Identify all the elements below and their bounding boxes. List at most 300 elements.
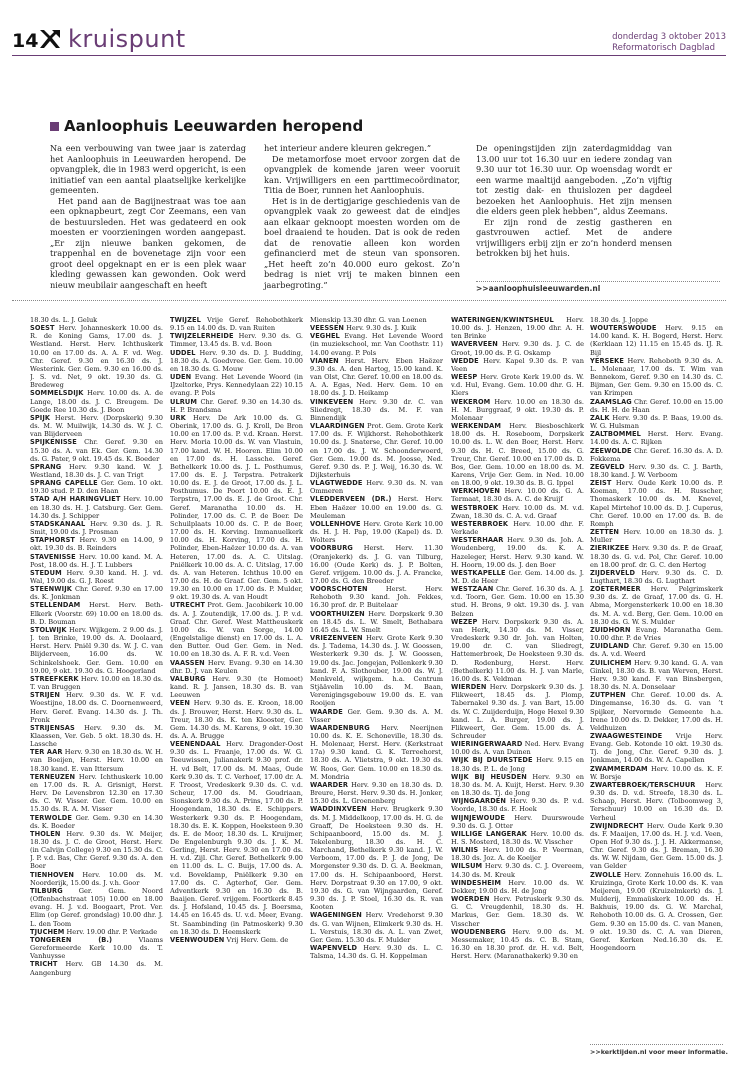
listing-place: ZWOLLE	[590, 870, 622, 879]
listing-entry	[451, 618, 584, 683]
listing-place: ZETTEN	[590, 528, 620, 537]
listing-times: Chr. Geref. 10.00 ds. A. Dingemanse, 16.30 ds. G. van ’t Spijker, Nervormde Gemeente h.a. Irene 10.00 ds. D. Dekker, 17.00 ds. H. Veldhuizen	[590, 691, 723, 732]
listing-entry	[590, 871, 723, 953]
listings-column-4	[451, 316, 584, 1056]
listing-times: Herv. Rehoboth 9.30 ds. A. L. Molenaar, 17.00 ds. T. Wim van Bennekom, Geref. 9.30 en 14.30 ds. C. Bijman, Ger. Gem. 9.30 en 15.00 ds. C. van Krimpen	[590, 356, 723, 398]
listing-times: Herv. 9.30 en 14.00, 9 okt. 19.30 ds. B. Reinders	[30, 536, 163, 553]
listing-entry	[590, 626, 723, 642]
listing-times: Herv. 9.30 ds. C. D. Lugthart, 18.30 ds. G. Lugthart	[590, 568, 723, 585]
article-column-2	[264, 143, 460, 290]
publication-name: Reformatorisch Dagblad	[612, 43, 715, 53]
article-paragraph: Er zijn rond de zestig gastheren en gastvrouwen actief. Met de andere vrijwilligers erbij zijn er zo’n honderd mensen betrokken bij het huis.	[476, 216, 672, 258]
listing-place: WEZEP	[451, 617, 478, 626]
listing-times: Herv. Grote Kerk 19.00 ds. W. v.d. Hul, Evang. Gem. 10.00 dhr. G. H. Kiers	[451, 373, 584, 398]
listing-place: TILBURG	[30, 886, 63, 895]
listing-entry	[310, 357, 443, 398]
listing-place: STREEFKERK	[30, 674, 79, 683]
listing-place: WESTBROEK	[451, 503, 499, 512]
listing-entry	[30, 438, 163, 462]
listing-entry	[590, 479, 723, 528]
listing-entry	[310, 724, 443, 781]
listing-times: Chr. Geref. 16.30 ds. A. D. Fokkema	[590, 446, 723, 463]
listing-place: VLAGTWEDDE	[310, 479, 363, 488]
listing-entry	[310, 634, 443, 707]
listing-times: Herv. Wijkgem. 2 9.00 ds. J. J. ten Brinke, 19.00 ds. A. Doolaard, Herst. Herv. Pniël 9.30 ds. W. J. C. van Blijderveen, 16.00 ds. W. Schinkelshoek. Ger. Gem. 10.00 en 19.00, 9 okt. 19.30 ds. G. Hoogerland	[30, 625, 163, 675]
listing-place: WIERDEN	[451, 683, 487, 692]
listing-times: Herst. Herv. (Dorpskerk) 9.30 ds. M. W. Muilwijk, 14.30 ds. W. J. C. van Blijderveen	[30, 413, 163, 439]
listing-entry	[451, 585, 584, 618]
listing-place: TJUCHEM	[30, 927, 65, 936]
listing-place: VLEDDERVEEN (DR.)	[310, 495, 392, 504]
listing-entry	[310, 585, 443, 609]
listing-entry	[451, 756, 584, 772]
listing-entry	[30, 960, 163, 976]
listing-entry	[310, 805, 443, 911]
listing-place: WAARDE	[310, 707, 343, 716]
listing-entry	[590, 414, 723, 430]
listing-times: Herv. 9.30 ds. J. C. de Groot, 19.00 ds. P. G. Oskamp	[451, 340, 584, 357]
listing-times: Herv. De Ark 10.00 ds. G. Oberink, 17.00 ds. G. J. Kroll, De Bron 10.00 en 17.00 ds. P. v.d. Kraan. Herst. Herv. Moria 10.00 ds. W. van Vlastuin, 17.00 kand. W. H. Hooren. Elim 10.00 en 17.00 ds. H. Lassche. Geref. Bethelkerk 10.00 ds. J. L. Posthumus, 17.00 ds. E. J. Terpstra. Petrakerk 10.00 ds. E. J. de Groot, 17.00 ds. J. L. Posthumus. De Poort 10.00 ds. E. J. Terpstra, 17.00 ds. E. J. de Groot. Chr. Geref. Maranatha 10.00 ds. H. Polinder, 17.00 ds. C. P. de Boer. De Schuilplaats 10.00 ds. C. P. de Boer, 17.00 ds. H. Korving. Immanuelkerk 10.00 ds. H. Korving, 17.00 ds. H. Polinder, Eben-Haëzer 10.00 ds. A. van Heteren, 17.00 ds. A. C. Uitslag. Pniëlkerk 10.00 ds. A. C. Uitslag, 17.00 ds. A. van Heteren. Ichthus 10.00 en 17.00 ds. H. de Graaf. Ger. Gem. 5 okt. 19.30 en 10.00 en 17.00 ds. P. Mulder, 9 okt. 19.30 ds. A. van Houdt	[170, 413, 303, 602]
listing-entry	[170, 699, 303, 740]
listing-place: ZEIST	[590, 479, 612, 488]
listing-times: Herst. Herv. Rehoboth 9.30 kand. Joh. Fekkes, 16.30 prof. dr. P. Buitelaar	[310, 585, 443, 610]
dateline	[612, 32, 726, 54]
listing-times: Evang. Het Levende Woord (in IJzeltorke, Prys. Kennedylaan 22) 10.15 evang. P. Pols	[170, 373, 303, 398]
article-link[interactable]: >>aanloophuisleeuwarden.nl	[476, 284, 601, 293]
listing-times: Herv. 9.30 ds. C. J. Overeem, 14.30 ds. M. Kreuk	[451, 862, 584, 879]
listing-times: Herv. Dorpskerk 9.30 en 18.45 ds. L. W. Smelt, Bethabara 16.45 ds. L. W. Smelt	[310, 609, 443, 634]
listing-entry	[451, 879, 584, 895]
listing-entry	[451, 814, 584, 830]
listing-place: ZWIJNDRECHT	[590, 821, 644, 830]
listing-times: Herv. 9.30 ds. P. v.d. Voorde, 18.30 ds. F. Hoek	[451, 797, 584, 814]
listing-entry	[451, 373, 584, 397]
listing-place: VINKEVEEN	[310, 397, 354, 406]
listing-entry	[451, 773, 584, 797]
listing-place: SOMMELSDIJK	[30, 389, 84, 398]
listing-entry	[590, 659, 723, 692]
listing-place: TERWOLDE	[30, 813, 72, 822]
listing-place: ZIERIKZEE	[590, 544, 630, 553]
listing-entry	[310, 610, 443, 634]
listing-entry	[30, 569, 163, 585]
listing-times: Herv. Duurswoude 9.30 ds. G. J. Otter	[451, 813, 584, 830]
listing-entry	[310, 708, 443, 724]
article-column-1	[50, 143, 246, 290]
listing-place: UDEN	[170, 373, 192, 382]
listing-entry	[590, 316, 723, 324]
listing-times: Herv. 9.30 ds. P. Baas, 19.00 ds. W. G. Hulsman	[590, 413, 723, 431]
footer-link[interactable]: >>kerktijden.nl voor meer informatie.	[590, 1048, 728, 1056]
listing-place: SPRANG	[30, 462, 62, 471]
listing-times: Herv. Biesboschkerk 18.00 ds. H. Roseboom, Dorpskerk 10.00 ds. L. W. den Boer, Herst. Herv. 9.30 ds. H. C. Breed, 15.00 ds. G. Treur, Chr. Geref. 10.00 en 17.00 ds. D. Bos, Ger. Gem. 10.00 en 18.00 ds. M. Karens, Vrije Ger. Gem. in Ned. 10.00 en 18.00, 9 okt. 19.30 ds. B. G. Ippel	[451, 422, 584, 488]
listing-entry	[310, 544, 443, 585]
listing-times: Herv. 9.30 en 18.30 ds. M. A. Kuijt, Herst. Herv. 9.30 en 18.30 ds. Tj. de Jong	[451, 772, 584, 798]
listing-entry	[30, 479, 163, 495]
listing-times: Ger. Gem. Noord (Offenbachstraat 105) 10.00 en 18.00 evang. H. J. v.d. Boogaart, Prot. Ver. Elim (op Geref. grondslag) 10.00 dhr. J. L. den Toom	[30, 886, 163, 928]
listing-entry	[30, 601, 163, 625]
listing-entry	[310, 479, 443, 495]
listing-times: 18.30 ds. L. J. Geluk	[30, 316, 98, 324]
article-column-3	[476, 143, 672, 259]
listing-times: Herv. 10.00 ds. P. Veerman, 18.30 ds. Joz. A. de Koeijer	[451, 846, 584, 863]
listing-times: Herst. Herv. Beth-Elkerk (Voorstr. 69) 10.00 en 18.00 ds. B. D. Bouman	[30, 601, 163, 626]
listing-entry	[310, 324, 443, 332]
listing-times: Herst. Herv. 11.30 (Oranjekerk) ds. J. G. van Tilburg, 16.00 (Oude Kerk) ds. J. P. Bolten, Geref. vrijgem. 10.00 ds. J. A. Francke, 17.00 ds. G. den Breeder	[310, 544, 443, 585]
listing-entry	[451, 422, 584, 487]
listing-entry	[451, 569, 584, 585]
listing-place: TER AAR	[30, 748, 63, 757]
listing-place: VEENENDAAL	[170, 740, 221, 749]
listing-times: Herv. GB 14.30 ds. M. Aangenburg	[30, 960, 163, 977]
listing-times: Herv. Johanneskerk 10.00 ds. R. de Koning Gams, 17.00 ds. J. Westland. Herst. Herv. Ichthuskerk 10.00 en 17.00 ds. A. A. F. vd. Weg. Chr. Geref. 9.30 en 16.30 ds. J. Westerink. Ger. Gem. 9.30 en 16.00 ds. J. S. vd. Net, 9 okt. 19.30 ds. G. Bredeweg	[30, 324, 163, 390]
section-divider	[12, 300, 726, 301]
listing-times: Herv. 9.30 en 18.30 ds. D. Breure, Herst. Herv. 9.30 ds. H. Jonker, 15.30 ds. L. Groenenberg	[310, 780, 443, 806]
article-paragraph: Het is in de dertigjarige geschiedenis van de opvangplek vaak zo geweest dat de eindjes aan elkaar geknoopt moesten worden om de boel draaiend te houden. Dat is ook de reden dat de renovatie alleen kon worden gefinancierd met de steun van sponsoren. „Het heeft zo’n 40.000 euro gekost. Zo’n bedrag is niet vrij te maken binnen een jaarbegroting.”	[264, 195, 460, 290]
listing-place: ZUTPHEN	[590, 691, 626, 700]
article-headline: Aanloophuis Leeuwarden heropend	[64, 117, 364, 135]
listing-place: STEDUM	[30, 568, 62, 577]
listing-times: Herv. Neerijnen 10.00 ds. K. E. Schoneville, 18.30 ds. H. Molenaar, Herst. Herv. (Kerkstraat 17a) 9.30 kand. G. K. Terreehorst, 18.30 ds. A. Vlietstra, 9 okt. 19.30 ds. W. Roos, Ger. Gem. 10.00 en 18.30 ds. M. Mondria	[310, 723, 443, 781]
listing-place: ZALK	[590, 413, 610, 422]
listing-times: Chr. Geref. 9.30 en 15.00 ds. A. v.d. Weerd	[590, 642, 723, 659]
listing-times: Herv. 9.30 ds. E. Kroon, 18.00 ds. J. Brouwer, Herst. Herv. 9.30 ds. L. Treur, 18.30 ds. K. ten Klooster, Ger. Gem. 14.30 ds. M. Karens, 9 okt. 19.30 ds. A. A. Brugge	[170, 699, 303, 740]
listing-times: Herv. 10.00 kand. M. A. Post, 18.00 ds. H. J. T. Lubbers	[30, 552, 163, 569]
listing-times: Herv. Kapel 9.30 ds. P. van Veen	[451, 356, 584, 373]
listing-entry	[170, 936, 303, 944]
listing-place: WILNIS	[451, 846, 479, 855]
listing-entry	[30, 463, 163, 479]
listing-entry	[451, 520, 584, 536]
listing-entry	[30, 928, 163, 936]
article-paragraph: De metamorfose moet ervoor zorgen dat de opvangplek de komende jaren weer vooruit kan. Vrijwilligers en een parttimecoördinator, Titia de Boer, runnen het Aanloophuis.	[264, 153, 460, 195]
listing-times: Herv. 9.30 ds. W. Meijer, 18.30 ds. J. C. de Groot, Herst. Herv. (in Calvijn College) 9.30 en 15.30 ds. C. J. P. v.d. Bas, Chr. Geref. 9.30 ds. A. den Boer	[30, 829, 163, 871]
listing-place: ZEEWOLDE	[590, 446, 632, 455]
listing-place: STAPHORST	[30, 536, 76, 545]
listing-entry	[310, 422, 443, 479]
listing-entry	[451, 683, 584, 740]
listing-place: STEENWIJK	[30, 585, 72, 594]
listing-place: WAGENINGEN	[310, 911, 362, 920]
listing-times: Herv. 10.00 ds. K. F. W. Borsje	[590, 764, 723, 781]
listing-place: SPIJKENISSE	[30, 438, 77, 447]
listing-place: VEGHEL	[310, 332, 340, 341]
listing-place: ZUIDHORN	[590, 625, 631, 634]
listing-entry	[451, 398, 584, 422]
listing-times: Herv. Vredehorst 9.30 ds. G. van Wijnen, Elimkerk 9.30 ds. H. L. Verstuis, 18.30 ds. A. L. van Zwet, Ger. Gem. 15.30 ds. F. Mulder	[310, 911, 443, 944]
listing-times: Herv. Brugkerk 9.30 ds. M. J. Middelkoop, 17.00 ds. H. G. de Graaff, De Hoeksteen 9.30 ds. H. Schipaanboord, 15.00 ds. M. J. Tekelenburg, 18.30 ds. H. C. Marchand, Bethelkerk 9.30 kand. J. W. Verboom, 17.00 ds. P. J. de Jong, De Morgenster 9.30 ds. D. G. A. Beekman, 17.00 ds. H. Schipaanboord, Herst. Herv. Dorpstraat 9.30 en 17.00, 9 okt. 19.30 ds. G. van Wijngaarden, Geref. 9.30 ds. J. P. Stoel, 16.30 ds. R. van Kooten	[310, 805, 443, 912]
listing-place: WIJNJEWOUDE	[451, 813, 505, 822]
article-paragraph: De openingstijden zijn zaterdagmiddag van 13.00 uur tot 16.30 uur en iedere zondag van 9.30 uur tot 16.30 uur. Op woensdag wordt er een warme maaltijd aangeboden. „Zo’n vijftig tot zestig dak- en thuislozen per dagdeel bezoeken het Aanloophuis. Het zijn mensen die elders geen plek hebben”, aldus Zeemans.	[476, 143, 672, 216]
listing-place: VAASSEN	[170, 658, 205, 667]
listing-times: Chr. Geref. 10.00 en 15.00 ds. H. H. de Haan	[590, 397, 723, 414]
listing-entry	[170, 601, 303, 658]
listing-place: WAVERVEEN	[451, 340, 498, 349]
listing-times: Ger. Gem. 9.30 ds. A. M. Visser	[310, 707, 443, 724]
listing-entry	[30, 389, 163, 413]
page-number: 14	[12, 30, 39, 52]
listing-times: Herv. 10.00 ds. G. A. Termaat, 18.30 ds. A. C. de Kruijf	[451, 487, 584, 504]
listing-times: Herv. 10.00 en 18.30 ds. T. van Bruggen	[30, 674, 163, 692]
listing-place: STRIJENSAS	[30, 723, 75, 732]
listing-place: WESTZAAN	[451, 585, 494, 594]
listing-place: WILLIGE LANGERAK	[451, 829, 527, 838]
issue-date: donderdag 3 oktober 2013	[612, 32, 726, 42]
listing-entry	[590, 528, 723, 544]
listing-times: Herv. 9.30 ds. P. de Graaf, 18.30 ds. G. v.d. Pol, Chr. Geref. 10.00 en 18.00 prof. dr. G. C. den Hertog	[590, 544, 723, 569]
listing-times: Prot. Gem. Grote Kerk 17.00 ds. F. Wijkhorst. Rehobothkerk 10.00 ds. J. Snaterse, Chr. Geref. 10.00 en 17.00 ds. J. W. Schoonderwoerd, Ger. Gem. 19.00 ds. M. Joosse, Ned. Geref. 9.30 ds. P. J. Weij, 16.30 ds. W. Dijksterhuis	[310, 422, 443, 479]
article-link-rule	[476, 281, 720, 282]
listing-place: TWIJZEL	[170, 316, 201, 324]
listing-entry	[310, 781, 443, 805]
listing-times: Herv. 9.30 ds. D. J. Budding, 18.30 ds. A. Goedvree. Ger. Gem. 10.00 en 18.30 ds. G. Mouw	[170, 348, 303, 373]
listing-entry	[170, 332, 303, 348]
listing-entry	[30, 814, 163, 830]
listing-times: Chr. Geref. 9.30 en 14.30 ds. H. P. Brandsma	[170, 397, 303, 414]
listing-times: Herv. 9.30 kand. G. A. van Ginkel, 18.30 ds. B. van Werven, Herst. Herv. 9.30 kand. F. van Binsbergen, 18.30 ds. N. A. Donselaar	[590, 658, 723, 692]
listing-entry	[30, 414, 163, 438]
listing-entry	[451, 340, 584, 356]
listing-entry	[170, 659, 303, 675]
listing-entry	[30, 871, 163, 887]
listing-entry	[451, 536, 584, 569]
article-paragraph: Het pand aan de Bagijnestraat was toe aan een opknapbeurt, zegt Cor Zeemans, een van de bestuursleden. Het was gedateerd en ook moesten er voorzieningen worden aangepast. „Er zijn nieuwe banken gekomen, de trappenhal en de bovenetage zijn voor een groot deel opgeknapt en er is een plek waar kleding gewassen kan gewonden. Ook werd nieuw meubilair aangeschaft en heeft	[50, 195, 246, 290]
listing-entry	[590, 447, 723, 463]
listing-place: WOERDEN	[451, 895, 490, 904]
listing-entry	[30, 936, 163, 960]
listing-times: Ned. Herv. Evang 10.00 ds. A. van Duinen	[451, 740, 584, 757]
listing-times: Chr. Geref. 9.30 en 15.30 ds. A. van Ek. Ger. Gem. 14.30 ds. G. Pater, 9 okt. 19.45 ds. K. Boeder	[30, 438, 163, 463]
listings-column-1	[30, 316, 163, 1056]
listing-times: Herv. 9.30 ds. Joh. A. Woudenberg, 19.00 ds. K. A. Hazeleger, Herst. Herv. 9.30 kand. W. H. Hoorn, 19.00 ds. J. den Boer	[451, 536, 584, 569]
listing-times: Prot. Gem. Jacobikerk 10.00 ds. A. J. Zoutendijk, 17.00 ds. J. P. v.d. Graaf. Chr. Geref. West Mattheuskerk 10.00 ds. W. van Sorge, 14.00 (Engelstalige dienst) en 17.00 ds. L. A. den Butter. Oud Ger. Gem. in Ned. 10.00 en 18.30 ds. A. F. R. v.d. Veen	[170, 601, 303, 659]
listing-place: VOORTHUIZEN	[310, 609, 365, 618]
listing-times: Herst. Herv. Eben Haëzer 10.00 en 19.00 ds. G. Meuleman	[310, 495, 443, 520]
listing-times: Herv. 9.30 kand. W. J. Westland, 18.30 ds. J. C. van Trigt	[30, 462, 163, 479]
listing-times: Herv. 9.30 en 18.30 ds. W. H. van Boeijen, Herst. Herv. 10.00 en 18.30 kand. E. van Ittersum	[30, 748, 163, 773]
listing-entry	[590, 781, 723, 822]
footer-rule	[590, 1044, 723, 1045]
listing-place: ZWAAGWESTEINDE	[590, 731, 663, 740]
listing-place: ZWARTEBROEK/TERSCHUUR	[590, 780, 696, 789]
listing-entry	[170, 398, 303, 414]
listing-times: 18.30 ds. J. Joppe	[590, 316, 649, 324]
listing-place: VEENWOUDEN	[170, 935, 225, 944]
listing-place: VALBURG	[170, 674, 206, 683]
listing-place: THOLEN	[30, 829, 61, 838]
listing-entry	[451, 316, 584, 340]
listing-place: WAARDENBURG	[310, 723, 370, 732]
listing-entry	[170, 675, 303, 699]
listing-entry	[30, 520, 163, 536]
listing-place: SPRANG CAPELLE	[30, 479, 98, 488]
listing-entry	[30, 495, 163, 519]
listing-place: WEKEROM	[451, 397, 491, 406]
listing-times: Herv. 10.00 en 18.30 ds. H. M. Burggraaf, 9 okt. 19.30 ds. P. Molenaar	[451, 397, 584, 422]
kruispunt-logo-icon	[38, 28, 62, 50]
listing-place: WESTKAPELLE	[451, 568, 506, 577]
listing-times: Herv. 9.30 ds. G. Timmer, 13.45 ds. B. v.d. Boon	[170, 332, 303, 349]
listing-entry	[451, 928, 584, 961]
listing-place: UTRECHT	[170, 601, 205, 610]
listing-times: Chr. Geref. 9.30 en 17.00 ds. K. Jonkman	[30, 585, 163, 602]
listing-entry	[590, 569, 723, 585]
listing-times: Herv. 19.00 dhr. P. Verkade	[66, 927, 158, 936]
listing-place: ULRUM	[170, 397, 198, 406]
listing-place: VLAARDINGEN	[310, 422, 365, 431]
listing-place: STOLWIJK	[30, 625, 67, 634]
listing-times: Mienskip 13.30 dhr. G. van Loenen	[310, 316, 427, 324]
listing-entry	[170, 414, 303, 602]
listing-place: ZWAMMERDAM	[590, 764, 648, 773]
listing-place: STRIJEN	[30, 691, 60, 700]
listing-place: WIJNGAARDEN	[451, 797, 506, 806]
listing-place: STAVENISSE	[30, 552, 76, 561]
listing-place: STAD A/H HARINGVLIET	[30, 495, 121, 504]
listing-times: Herv. 9.00 ds. M. Messemaker, 10.45 ds. C. B. Stam, 16.30 en 18.30 prof. dr. H. v.d. Belt, Herst. Herv. (Maranathakerk) 9.30 en	[451, 927, 584, 961]
listing-times: Herv. Ichthuskerk 10.00 en 17.00 ds. R. A. Grisnigt, Herst. Herv. De Levensbron 12.30 en 17.30 ds. C. W. Visser. Ger. Gem. 10.00 en 15.30 ds. R. A. M. Visser	[30, 772, 163, 814]
listing-entry	[310, 316, 443, 324]
listing-place: VOORBURG	[310, 544, 353, 553]
listing-times: Herv. 10.00 ds. H. S. Mosterd, 18.30 ds. W. Visscher	[451, 829, 584, 846]
listing-times: Herv. 10.00 ds. M. Noorderijk, 15.00 ds. J. v.h. Goor	[30, 870, 163, 887]
listing-entry	[310, 495, 443, 519]
masthead-rule	[12, 55, 726, 56]
listing-place: STADSKANAAL	[30, 519, 86, 528]
listing-place: WOUDENBERG	[451, 927, 506, 936]
listing-times: Herv. Petruskerk 9.30 ds. G. C. Vreugdenhil, 18.30 ds. H. Markus, Ger. Gem. 18.30 ds. W. Visscher	[451, 895, 584, 928]
listing-entry	[310, 398, 443, 422]
listing-entry	[590, 357, 723, 398]
listing-times: Herv. 9.30 (te Homoet) kand. R. J. Jansen, 18.30 ds. B. van Leeuwen	[170, 674, 303, 700]
listing-place: VRIEZENVEEN	[310, 634, 363, 643]
listing-entry	[590, 642, 723, 658]
listing-entry	[30, 748, 163, 772]
masthead	[0, 0, 738, 62]
listing-entry	[451, 487, 584, 503]
listing-times: Ger. Gem. 10 okt. 19.30 stud. P. D. den Haan	[30, 479, 163, 496]
listing-entry	[30, 675, 163, 691]
listing-times: Herst. Herv. Eben Haëzer 9.30 ds. A. den Hartog, 15.00 kand. K. van Olst, Chr. Geref. 10.00 en 18.00 ds. A. A. Egas, Ned. Herv. Gem. 10 en 18.00 ds. J. D. Heikamp	[310, 356, 443, 398]
listing-times: Herv. Grote Kerk 9.30 ds. J. Tadema, 14.30 ds. J. W. Goossen, Westerkerk 9.30 ds. J. W. Goossen, 19.00 ds. Jac. Jongejan, Pollenkerk 9.30 kand. F. A. Slothouber, 19.00 ds. W. J. Menkveld, wijkgem. h.a. Centrum Stjäävelin 10.00 ds. M. Baan, Verenigingsgebouw 19.00 ds. E. van Rooijen	[310, 634, 443, 708]
listing-place: ZALTBOMMEL	[590, 430, 641, 439]
listing-place: WINDESHEIM	[451, 878, 502, 887]
listing-entry	[30, 585, 163, 601]
listing-place: WADDINXVEEN	[310, 805, 367, 814]
listing-place: TONGEREN (B.)	[30, 935, 113, 944]
listing-place: ZUIDLAND	[590, 642, 630, 651]
listing-place: WIERINGERWAARD	[451, 740, 523, 749]
listing-times: Herv. 9.30 kand. H. J. vd. Wal, 19.00 ds. G. J. Roest	[30, 568, 163, 585]
listing-place: VEESSEN	[310, 324, 345, 333]
listing-times: Herst. Herv. Evang. 14.00 ds. A. C. Rijken	[590, 430, 723, 447]
listing-place: WILSUM	[451, 862, 483, 871]
listing-place: ZUILICHEM	[590, 658, 632, 667]
listing-entry	[590, 585, 723, 626]
listing-place: WOUTERSWOUDE	[590, 324, 657, 333]
listing-times: Herv. 9.30 ds. M. Klaassen, Ver. Geb. 5 okt. 18.30 ds. H. Lassche	[30, 723, 163, 749]
listing-times: Vrij Herv. Gem. de	[226, 935, 289, 944]
listing-times: Herv. 10.00 ds. J. Henzen, 19.00 dhr. A. H. ten Brinke	[451, 316, 584, 341]
section-title: kruispunt	[68, 25, 186, 53]
listing-times: Herv. 9.30 ds. L. C. Talsma, 14.30 ds. G. H. Koppelman	[310, 944, 443, 961]
listing-times: Herv. 10.00 en 18.30 ds. J. Muller	[590, 528, 723, 545]
listing-place: TIENHOVEN	[30, 870, 74, 879]
listing-place: WERKENDAM	[451, 422, 502, 431]
listing-times: Herv. Grote Kerk 10.00 ds. H. J. H. Pap, 19.00 (Kapel) ds. D. Wolters	[310, 519, 443, 545]
listing-entry	[170, 373, 303, 397]
listing-entry	[590, 765, 723, 781]
listing-entry	[451, 504, 584, 520]
listing-place: WIJK BIJ HEUSDEN	[451, 772, 527, 781]
listing-entry	[310, 944, 443, 960]
listing-entry	[590, 822, 723, 871]
listing-place: WAPENVELD	[310, 944, 358, 953]
listing-entry	[30, 324, 163, 389]
listing-entry	[30, 691, 163, 724]
listing-entry	[170, 349, 303, 373]
listings-column-2	[170, 316, 303, 1056]
listing-times: Herv. 9.30 dr. C. van Sliedregt, 18.30 ds. M. F. van Binnendijk	[310, 397, 443, 422]
listing-times: Herv. 10.00 ds. A. de Lange, 18.00 ds. J. C. Breugem. De Goede Ree 10.30 ds. J. Boon	[30, 389, 163, 414]
listing-times: Herv. 10.00 en 18.30 ds. H. J. Catsburg. Ger. Gem. 14.30 ds. J. Schipper	[30, 495, 163, 520]
listing-place: VOLLENHOVE	[310, 519, 361, 528]
headline-bullet-icon	[50, 122, 59, 131]
listing-place: WIJK BIJ DUURSTEDE	[451, 756, 533, 765]
listing-place: WAARDER	[310, 780, 349, 789]
listing-times: Chr. Geref. 16.30 ds. A. J. v.d. Toorn, Ger. Gem. 10.00 en 15.30 stud. H. Brons, 9 okt. 19.30 ds. J. van Belzen	[451, 585, 584, 618]
listing-entry	[451, 830, 584, 846]
listing-entry	[590, 732, 723, 765]
listing-times: Vrije Geref. Rehobothkerk 9.15 en 14.00 ds. D. van Ruiten	[170, 316, 303, 333]
listing-place: ZOETERMEER	[590, 585, 641, 594]
listings-column-5	[590, 316, 723, 1056]
listing-times: Herv. Pelgrimskerk 9.30 ds. Z. de Graaf, 17.00 ds. G. H. Abma, Morgensterkerk 10.00 en 18.30 ds. M. A. v.d. Berg, Ger. Gem. 10.00 en 18.30 ds. G. W. S. Mulder	[590, 585, 723, 626]
listing-times: Herv. 10.00 ds. W. Dekker, 19.00 ds. H. de Jong	[451, 878, 584, 895]
listing-times: Herv. 10.00 ds. M. v.d. Zwan, 18.30 ds. C. A. v.d. Graaf	[451, 503, 584, 520]
listing-times: Vlaams Gereformeerde Kerk 10.00 ds. T. Vanhuysse	[30, 935, 163, 961]
listing-times: Herv. 9.30 ds. D. v.d. Streefe, 18.30 ds. L. Schaap, Herst. Herv. (Tolboomweg 3, Terschuur) 10.00 en 16.30 ds. D. Verheul	[590, 780, 723, 822]
listing-entry	[170, 316, 303, 332]
listing-place: SOEST	[30, 324, 55, 333]
listing-entry	[30, 626, 163, 675]
listing-times: Herv. Dorpskerk 9.30 ds. A. van Herk, 14.30 ds. M. Visser, Vredeskerk 9.30 dr. Joh. van Holten, 19.00 dr. C. van Sliedregt, Hattemerbroek, De Hoeksteen 9.30 ds. D. Rodenburg, Herst. Herv. (Bethelkerk) 11.00 ds. H. J. van Marle, 16.00 ds. K. Veldman	[451, 617, 584, 683]
listing-place: VIANEN	[310, 356, 339, 365]
listing-place: VEEN	[170, 699, 191, 708]
listing-entry	[170, 740, 303, 936]
listing-place: YERSEKE	[590, 356, 624, 365]
listing-times: Herv. Oude Kerk 10.00 ds. P. Koeman, 17.00 ds. H. Russcher, Thomaskerk 10.00 ds. M. Knevel, Kapel Mirtehof 10.00 ds. D. J. Cuperus, Chr. Geref. 10.00 en 17.00 ds. B. de Romph	[590, 479, 723, 528]
listing-place: UDDEL	[170, 348, 196, 357]
listing-times: Herv. 9.30 ds. N. van Ommeren	[310, 479, 443, 496]
listing-entry	[590, 398, 723, 414]
listing-place: VOORSCHOTEN	[310, 585, 368, 594]
listing-entry	[590, 691, 723, 732]
listing-times: Herv. Zonnehuis 16.00 ds. L. Kruizinga, Grote Kerk 10.00 ds. K. van Meijeren, 19.00 (Kruizelmkerk) ds. J. Mulderij, Emmaüskerk 10.00 ds. H. Bakhuis, 19.00 ds. G. W. Marchal, Rehoboth 10.00 ds. G. A. Crossen, Ger. Gem. 9.30 en 15.00 ds. C. van Manen, 9 okt. 19.30 ds. C. A. van Dieren, Geref. Kerken Ned.16.30 ds. E. Hoogendoorn	[590, 870, 723, 953]
listings-column-3	[310, 316, 443, 1056]
listing-times: Evang. Het Levende Woord (in muziekschool, mr. Van Coothstr. 11) 14.00 evang. P. Pols	[310, 332, 443, 357]
listing-entry	[30, 536, 163, 552]
listing-times: Ger. Gem. 14.00 ds. J. M. D. de Heer	[451, 568, 584, 585]
article-paragraph: Na een verbouwing van twee jaar is zaterdag het Aanloophuis in Leeuwarden heropend. De opvangplek, die in 1983 werd opgericht, is een initiatief van een aantal plaatselijke kerkelijke gemeenten.	[50, 143, 246, 195]
listing-place: TERNEUZEN	[30, 772, 76, 781]
listing-times: Herv. Evang. 9.30 en 14.30 dhr. D. J. van Keulen	[170, 658, 303, 675]
listing-times: Herv. 10.00 dhr. F. Verkade	[451, 519, 584, 537]
listing-place: URK	[170, 413, 186, 422]
listing-entry	[451, 862, 584, 878]
listing-entry	[30, 316, 163, 324]
listing-place: WESTERHAAR	[451, 536, 504, 545]
